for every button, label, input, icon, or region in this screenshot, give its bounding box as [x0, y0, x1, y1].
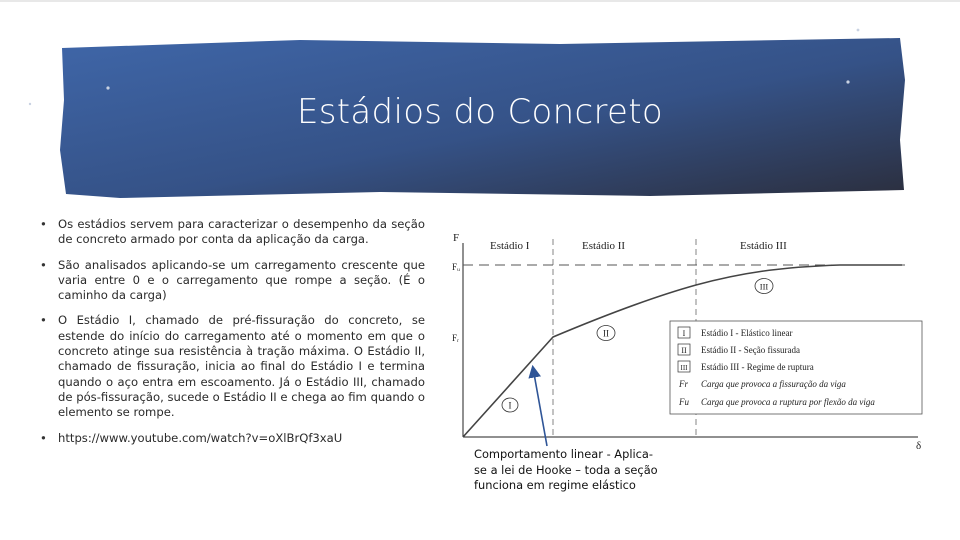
legend-item — [678, 397, 875, 407]
bullet-item: • Os estádios servem para caracterizar o desempenho da seção de concreto armado por conta da aplicação da carga. — [40, 217, 425, 248]
marker-iii — [755, 279, 773, 294]
svg-text:II: II — [681, 346, 687, 355]
marker-i — [502, 398, 518, 412]
svg-text:Estádio I - Elástico linear: Estádio I - Elástico linear — [701, 328, 793, 338]
svg-text:Carga que provoca a ruptura po: Carga que provoca a ruptura por flexão da viga — [701, 397, 875, 407]
svg-text:I: I — [682, 329, 686, 338]
y-axis-label: F — [453, 232, 460, 244]
legend-item — [678, 379, 846, 389]
svg-text:Fr: Fr — [679, 379, 688, 389]
slide-title: Estádios do Concreto — [297, 92, 663, 132]
x-axis-label: δ — [916, 440, 922, 452]
legend — [670, 321, 922, 414]
bullet-item: • O Estádio I, chamado de pré-fissuração do concreto, se estende do início do carregamento até o momento em que o concreto atinge sua resistência à tração máxima. O Estádio II, chamado de fissuração, inicia ao final do Estádio I e termina quando o aço entra em escoamento. Já o Estádio III, chamado de pós-fissuração, sucede o Estádio II e chega ao fim quando o elemento se rompe. — [40, 313, 425, 420]
tick-fr: Fᵣ — [452, 333, 460, 343]
zone-label-2: Estádio II — [582, 240, 626, 252]
svg-text:I: I — [508, 400, 512, 411]
zone-label-1: Estádio I — [490, 240, 530, 252]
marker-ii — [597, 326, 615, 341]
tick-fu: Fᵤ — [452, 262, 460, 272]
bullet-item: • São analisados aplicando-se um carregamento crescente que varia entre 0 e o carregamento que rompe a seção. (É o caminho da carga) — [40, 258, 425, 304]
stage-diagram — [450, 225, 930, 455]
svg-text:Estádio II - Seção fissurada: Estádio II - Seção fissurada — [701, 345, 800, 355]
bullet-link[interactable]: • https://www.youtube.com/watch?v=oXlBrQf3xaU — [40, 431, 425, 446]
svg-text:Estádio III - Regime de ruptur: Estádio III - Regime de ruptura — [701, 362, 814, 372]
zone-label-3: Estádio III — [740, 240, 787, 252]
figure-caption: Comportamento linear - Aplica-se a lei de Hooke – toda a seção funciona em regime elástico — [474, 447, 658, 492]
svg-text:Carga que provoca a fissuração: Carga que provoca a fissuração da viga — [701, 379, 846, 389]
svg-text:II: II — [603, 328, 609, 339]
svg-text:III: III — [680, 364, 688, 372]
svg-text:Fu: Fu — [679, 397, 689, 407]
svg-text:III: III — [759, 281, 769, 292]
bullet-list — [40, 217, 425, 456]
